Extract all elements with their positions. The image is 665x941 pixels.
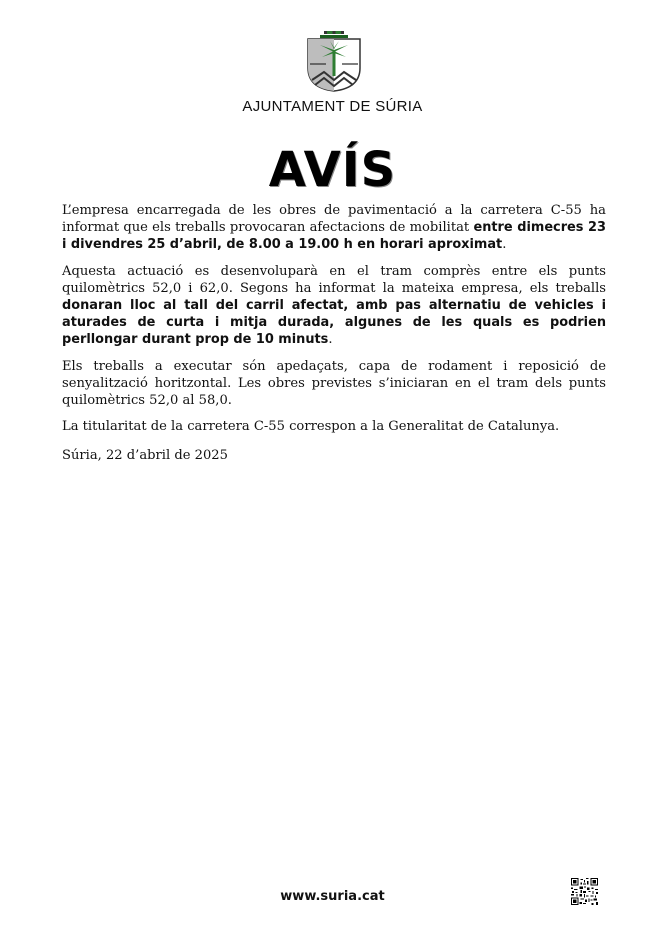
p2-bold: donaran lloc al tall del carril afectat, amb pas alternatiu de vehicles i aturades de curta i mitja durada, algunes de les quals es podrien perllongar durant prop de 10 minuts: [62, 298, 606, 348]
notice-date: Súria, 22 d’abril de 2025: [62, 448, 228, 464]
notice-title: AVÍS: [268, 142, 397, 198]
organization-name: AJUNTAMENT DE SÚRIA: [242, 98, 423, 115]
website-link[interactable]: www.suria.cat: [280, 889, 385, 904]
paragraph-4: La titularitat de la carretera C-55 correspon a la Generalitat de Catalunya.: [62, 419, 560, 435]
p1-text-c: .: [502, 237, 507, 253]
p2-text-c: .: [328, 332, 333, 348]
notice-body: [62, 202, 606, 474]
paragraph-3: Els treballs a executar són apedaçats, capa de rodament i reposició de senyalització horitzontal. Les obres previstes s’iniciaran en el tram dels punts quilomètrics 52,0 al 58,0.: [62, 358, 606, 409]
paragraph-2: [62, 263, 606, 349]
p2-text-a: Aquesta actuació es desenvoluparà en el tram comprès entre els punts quilomètrics 52,0 i 62,0. Segons ha informat la mateixa empresa, els treballs: [62, 263, 606, 296]
municipal-coat-of-arms-icon: [306, 30, 362, 92]
p1-bold: entre dimecres 23 i divendres 25 d’abril, de 8.00 a 19.00 h en horari aproximat: [62, 220, 606, 253]
paragraph-1: [62, 202, 606, 254]
p1-text-a: L’empresa encarregada de les obres de pavimentació a la carretera C-55 ha informat que els treballs provocaran afectacions de mobilitat: [62, 203, 606, 236]
qr-code-icon: [571, 878, 598, 905]
